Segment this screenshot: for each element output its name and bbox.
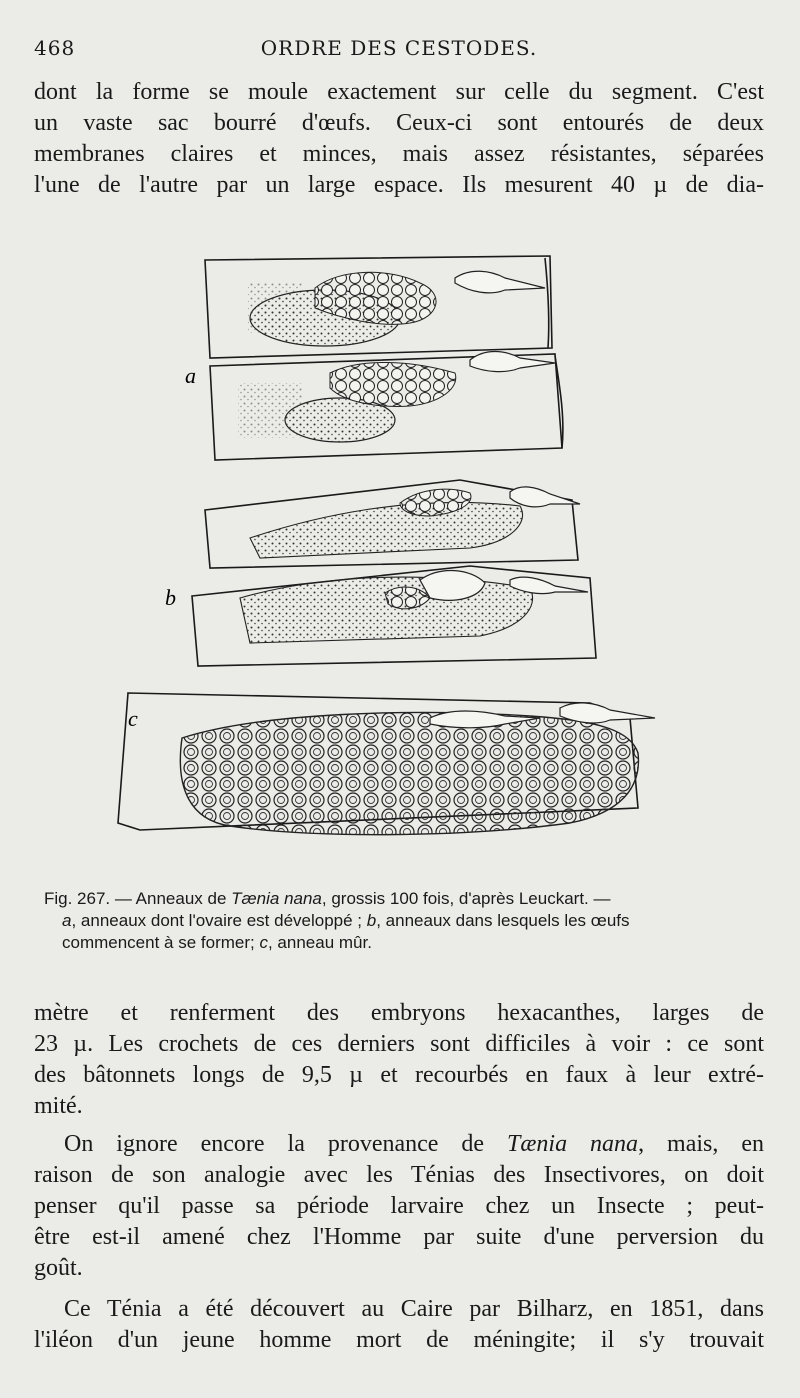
text-line: raison de son analogie avec les Ténias des Insectivores, on doit [34, 1162, 764, 1188]
text-line: membranes claires et minces, mais assez résistantes, séparées [34, 141, 764, 167]
figure-caption [44, 888, 764, 954]
caption-line-3: commencent à se former; c, anneau mûr. [62, 933, 372, 952]
running-header [34, 36, 764, 66]
text-line: penser qu'il passe sa période larvaire chez un Insecte ; peut- [34, 1193, 764, 1219]
text-line: l'iléon d'un jeune homme mort de méningite; il s'y trouvait [34, 1327, 764, 1353]
text-line: un vaste sac bourré d'œufs. Ceux-ci sont entourés de deux [34, 110, 764, 136]
paragraph-4 [34, 1294, 764, 1356]
egg-sac [180, 712, 638, 834]
figure-label-a: a [185, 363, 196, 388]
running-title: ORDRE DES CESTODES. [260, 36, 538, 60]
text-line: 23 µ. Les crochets de ces derniers sont difficiles à voir : ce sont [34, 1031, 764, 1057]
figure-number: Fig. 267. [44, 889, 111, 908]
text-line: goût. [34, 1255, 83, 1281]
text-line: dont la forme se moule exactement sur celle du segment. C'est [34, 79, 764, 105]
caption-line-1: Fig. 267. — Anneaux de Tænia nana, grossis 100 fois, d'après Leuckart. — [44, 889, 611, 908]
paragraph-3 [34, 1129, 764, 1284]
paragraph-2 [34, 998, 764, 1122]
figure-label-b: b [165, 585, 176, 610]
species-name: Tænia nana [231, 889, 322, 908]
figure-267-illustration [110, 248, 670, 878]
species-name: Tænia nana [507, 1131, 639, 1157]
ovary-b1 [250, 502, 523, 558]
receptacle-a1 [455, 271, 545, 293]
text-line: l'une de l'autre par un large espace. Ils mesurent 40 µ de dia- [34, 172, 764, 198]
caption-line-2: a, anneaux dont l'ovaire est développé ; b, anneaux dans lesquels les œufs [62, 911, 630, 930]
page-number: 468 [34, 36, 76, 60]
text-line: mètre et renferment des embryons hexacanthes, larges de [34, 1000, 764, 1026]
text-line: On ignore encore la provenance de Tænia nana, mais, en [64, 1131, 765, 1157]
figure-label-c: c [128, 706, 138, 731]
ovary-b2 [240, 577, 533, 643]
text-line: des bâtonnets longs de 9,5 µ et recourbés en faux à leur extré- [34, 1062, 764, 1088]
text-line: Ce Ténia a été découvert au Caire par Bilharz, en 1851, dans [64, 1296, 764, 1322]
text-line: être est-il amené chez l'Homme par suite d'une perversion du [34, 1224, 764, 1250]
paragraph-1 [34, 77, 764, 201]
text-line: mité. [34, 1093, 83, 1119]
